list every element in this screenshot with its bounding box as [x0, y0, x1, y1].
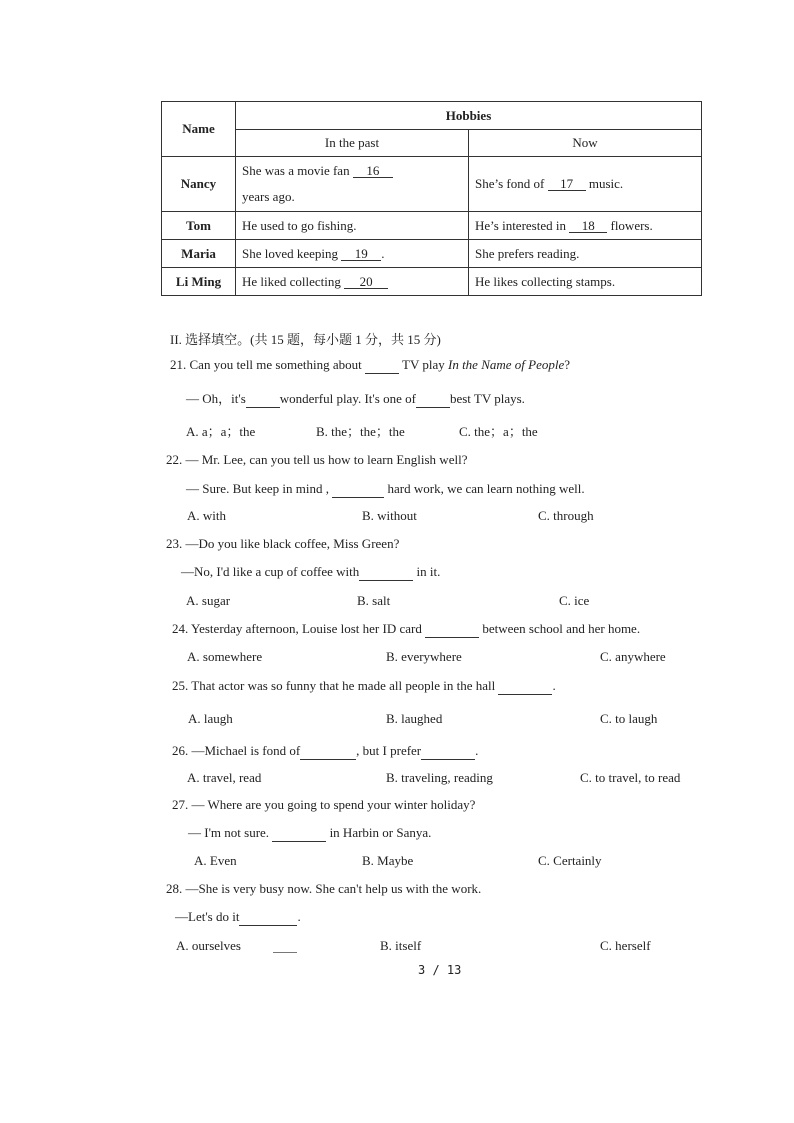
question-22: 22. — Mr. Lee, can you tell us how to learn English well? — [166, 452, 468, 467]
blank-16: 16 — [353, 164, 393, 178]
option-c: C. herself — [600, 938, 651, 953]
page-number: 3 / 13 — [418, 963, 462, 977]
table-row: Nancy She was a movie fan 16 years ago. She’s fond of 17 music. — [162, 157, 702, 212]
hobbies-header: Hobbies — [236, 102, 702, 130]
past-header: In the past — [236, 130, 469, 157]
table-row: Tom He used to go fishing. He’s interested in 18 flowers. — [162, 212, 702, 240]
option-b: B. the；the；the — [316, 424, 405, 439]
option-b: B. itself — [380, 938, 422, 953]
row-name: Nancy — [162, 157, 236, 212]
row-name: Tom — [162, 212, 236, 240]
now-header: Now — [469, 130, 702, 157]
blank-19: 19 — [341, 247, 381, 261]
question-25: 25. That actor was so funny that he made all people in the hall . — [172, 678, 556, 693]
question-27: 27. — Where are you going to spend your winter holiday? — [172, 797, 476, 812]
option-b: B. everywhere — [386, 649, 462, 664]
option-b: B. laughed — [386, 711, 443, 726]
row-name: Maria — [162, 240, 236, 268]
blank-20: 20 — [344, 275, 388, 289]
question-23-line2: —No, I'd like a cup of coffee with in it. — [181, 564, 441, 579]
blank-17: 17 — [548, 177, 586, 191]
option-a: A. laugh — [188, 711, 233, 726]
option-b: B. salt — [357, 593, 391, 608]
option-a: A. a；a；the — [186, 424, 256, 439]
table-row: Li Ming He liked collecting 20 He likes collecting stamps. — [162, 268, 702, 296]
hobbies-table — [161, 101, 702, 296]
option-c: C. to travel, to read — [580, 770, 681, 785]
question-28: 28. —She is very busy now. She can't help us with the work. — [166, 881, 482, 896]
blank-18: 18 — [569, 219, 607, 233]
option-a: A. somewhere — [187, 649, 263, 664]
name-header: Name — [162, 102, 236, 157]
question-24: 24. Yesterday afternoon, Louise lost her ID card between school and her home. — [172, 621, 641, 636]
question-21: 21. Can you tell me something about TV play In the Name of People? — [170, 357, 571, 372]
question-21-line2: — Oh，it's wonderful play. It's one of best TV plays. — [186, 391, 525, 406]
question-27-line2: — I'm not sure. in Harbin or Sanya. — [188, 825, 432, 840]
option-a: A. with — [187, 508, 226, 523]
option-a: A. travel, read — [187, 770, 262, 785]
question-28-line2: —Let's do it . — [175, 909, 301, 924]
scan-mark — [273, 952, 297, 953]
option-c: C. to laugh — [600, 711, 658, 726]
question-26: 26. —Michael is fond of , but I prefer . — [172, 743, 479, 758]
option-b: B. Maybe — [362, 853, 414, 868]
section-title: II. 选择填空。(共 15 题，每小题 1 分，共 15 分) — [170, 332, 441, 347]
option-a: A. Even — [194, 853, 237, 868]
option-a: A. ourselves — [176, 938, 241, 953]
option-c: C. anywhere — [600, 649, 666, 664]
option-c: C. the；a；the — [459, 424, 538, 439]
option-a: A. sugar — [186, 593, 231, 608]
option-b: B. traveling, reading — [386, 770, 493, 785]
row-name: Li Ming — [162, 268, 236, 296]
question-23: 23. —Do you like black coffee, Miss Green? — [166, 536, 400, 551]
option-c: C. ice — [559, 593, 590, 608]
option-c: C. Certainly — [538, 853, 602, 868]
table-row: Maria She loved keeping 19 . She prefers reading. — [162, 240, 702, 268]
question-22-line2: — Sure. But keep in mind , hard work, we can learn nothing well. — [186, 481, 585, 496]
option-b: B. without — [362, 508, 417, 523]
option-c: C. through — [538, 508, 594, 523]
